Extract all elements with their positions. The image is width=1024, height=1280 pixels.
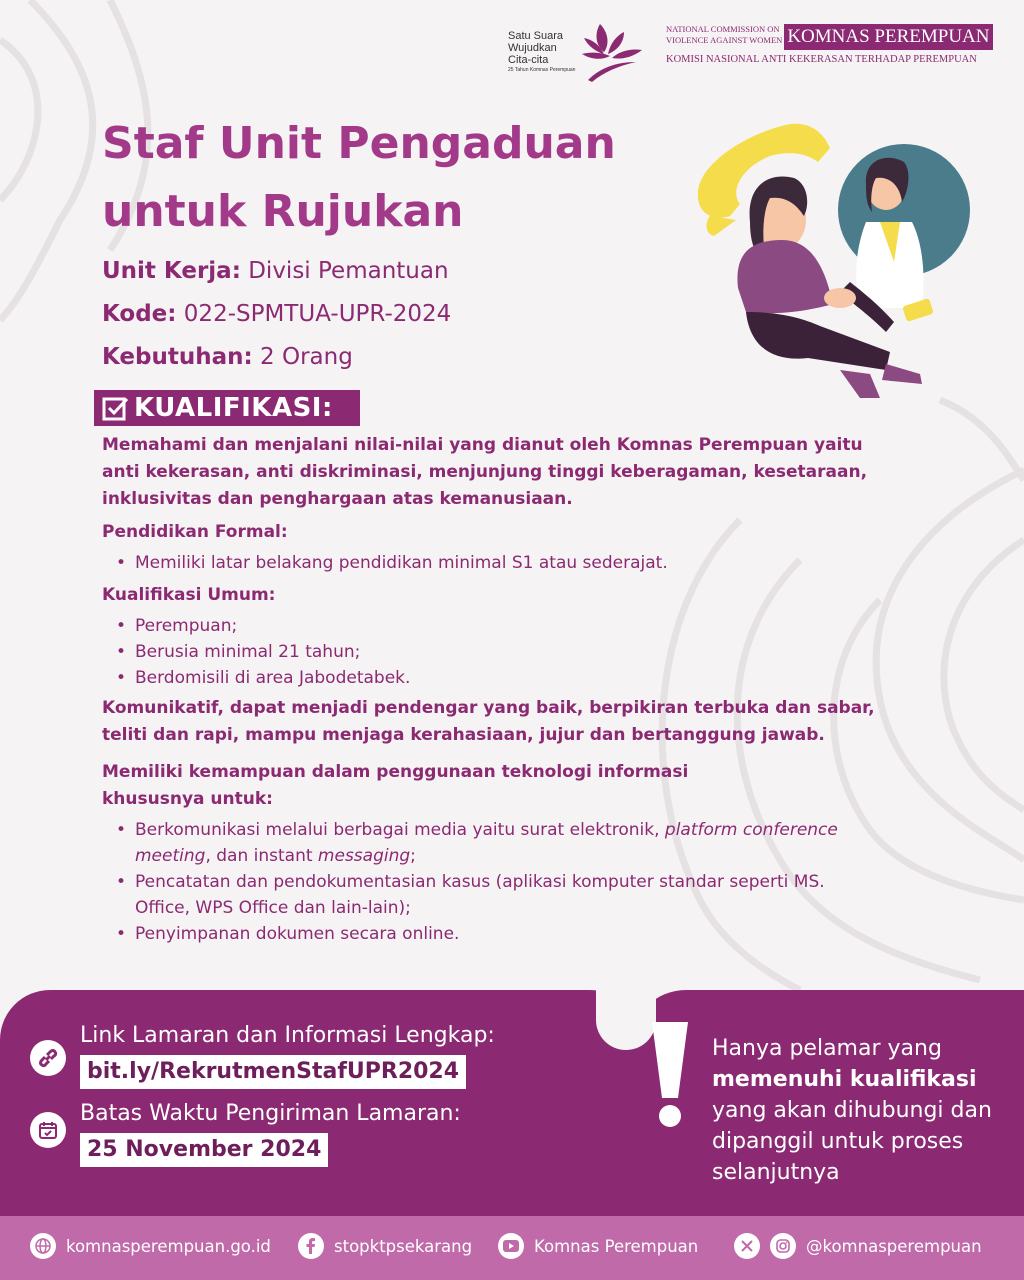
notice-text-bold: memenuhi kualifikasi <box>712 1067 977 1092</box>
footer <box>0 1216 1024 1280</box>
list-item-text: , dan instant <box>205 846 318 866</box>
list-item-text: ; <box>410 846 416 866</box>
footer-social[interactable] <box>734 1233 982 1259</box>
application-link[interactable]: bit.ly/RekrutmenStafUPR2024 <box>80 1055 466 1089</box>
checkbox-icon <box>102 395 130 421</box>
tagline-line: Cita-cita <box>508 54 549 66</box>
instagram-icon <box>770 1233 796 1259</box>
deadline-value: 25 November 2024 <box>80 1133 328 1167</box>
kebutuhan-label: Kebutuhan: <box>102 344 253 370</box>
website-text: komnasperempuan.go.id <box>66 1236 271 1256</box>
kode-value: 022-SPMTUA-UPR-2024 <box>183 301 452 327</box>
org-english-name: VIOLENCE AGAINST WOMEN <box>666 35 783 45</box>
teknologi-paragraph: Memiliki kemampuan dalam penggunaan teknologi informasi khususnya untuk: <box>102 762 689 809</box>
title-line: untuk Rujukan <box>102 186 464 237</box>
youtube-icon <box>498 1233 524 1259</box>
footer-website[interactable] <box>30 1233 271 1259</box>
page-title <box>102 110 682 246</box>
kualifikasi-content <box>102 432 902 947</box>
pendidikan-heading: Pendidikan Formal: <box>102 522 288 542</box>
list-item: • Penyimpanan dokumen secara online. <box>116 921 876 947</box>
list-item: • Berusia minimal 21 tahun; <box>116 639 902 665</box>
list-item-text: Berkomunikasi melalui berbagai media yaitu surat elektronik, <box>135 820 665 840</box>
list-item-italic: messaging <box>317 846 411 866</box>
kode-row <box>102 293 451 336</box>
notice-text-part: Hanya pelamar yang <box>712 1036 942 1061</box>
org-english-name: NATIONAL COMMISSION ON <box>666 24 780 34</box>
list-item: • Pencatatan dan pendokumentasian kasus (aplikasi komputer standar seperti MS. Office, WPS Office dan lain-lain); <box>116 869 876 921</box>
kebutuhan-row <box>102 336 451 379</box>
tagline-small: 25 Tahun Komnas Perempuan <box>508 67 576 73</box>
org-badge: KOMNAS PEREMPUAN <box>784 24 992 50</box>
calendar-icon <box>30 1112 66 1148</box>
exclamation-icon <box>648 1018 692 1130</box>
list-item: • Berdomisili di area Jabodetabek. <box>116 665 902 691</box>
unit-label: Unit Kerja: <box>102 258 241 284</box>
title-line: Staf Unit Pengaduan <box>102 118 616 169</box>
org-indonesian-name: KOMISI NASIONAL ANTI KEKERASAN TERHADAP PEREMPUAN <box>666 54 977 65</box>
youtube-text: Komnas Perempuan <box>534 1236 699 1256</box>
x-twitter-icon <box>734 1233 760 1259</box>
social-handle-text: @komnasperempuan <box>806 1236 982 1256</box>
values-paragraph: Memahami dan menjalani nilai-nilai yang dianut oleh Komnas Perempuan yaitu anti kekerasan, anti diskriminasi, menjunjung tinggi keberagaman, kesetaraan, inklusivitas dan penghargaan atas kemanusiaan. <box>102 435 868 509</box>
pendidikan-list <box>116 550 902 576</box>
komunikatif-paragraph: Komunikatif, dapat menjadi pendengar yang baik, berpikiran terbuka dan sabar, teliti dan rapi, mampu menjaga kerahasiaan, jujur dan bertanggung jawab. <box>102 698 875 745</box>
tagline-line: Wujudkan <box>508 42 557 54</box>
notice-text-part: yang akan dihubungi dan dipanggil untuk proses selanjutnya <box>712 1098 992 1185</box>
facebook-icon <box>298 1233 324 1259</box>
kode-label: Kode: <box>102 301 177 327</box>
kebutuhan-value: 2 Orang <box>260 344 353 370</box>
teknologi-list <box>116 817 876 947</box>
lotus-logo-icon <box>566 16 646 82</box>
umum-heading: Kualifikasi Umum: <box>102 585 276 605</box>
list-item: • Memiliki latar belakang pendidikan minimal S1 atau sederajat. <box>116 550 902 576</box>
list-item <box>116 817 876 869</box>
notice-text <box>712 1033 1002 1188</box>
link-icon <box>30 1040 66 1076</box>
globe-icon <box>30 1233 56 1259</box>
kualifikasi-heading-text: KUALIFIKASI: <box>134 393 333 423</box>
list-item: • Perempuan; <box>116 613 902 639</box>
komnas-perempuan-logo <box>666 24 1020 67</box>
unit-value: Divisi Pemantuan <box>248 258 449 284</box>
kualifikasi-heading <box>94 390 360 426</box>
umum-list <box>116 613 902 691</box>
job-meta <box>102 250 451 379</box>
tagline-line: Satu Suara <box>508 30 564 42</box>
footer-youtube[interactable] <box>498 1233 698 1259</box>
list-item-italic: platform conference meeting <box>135 820 838 866</box>
footer-facebook[interactable] <box>298 1233 472 1259</box>
link-label: Link Lamaran dan Informasi Lengkap: <box>80 1023 495 1048</box>
counseling-illustration <box>690 112 980 402</box>
panel-divider <box>596 990 656 1050</box>
deadline-label: Batas Waktu Pengiriman Lamaran: <box>80 1101 461 1126</box>
facebook-text: stopktpsekarang <box>334 1236 473 1256</box>
unit-row <box>102 250 451 293</box>
